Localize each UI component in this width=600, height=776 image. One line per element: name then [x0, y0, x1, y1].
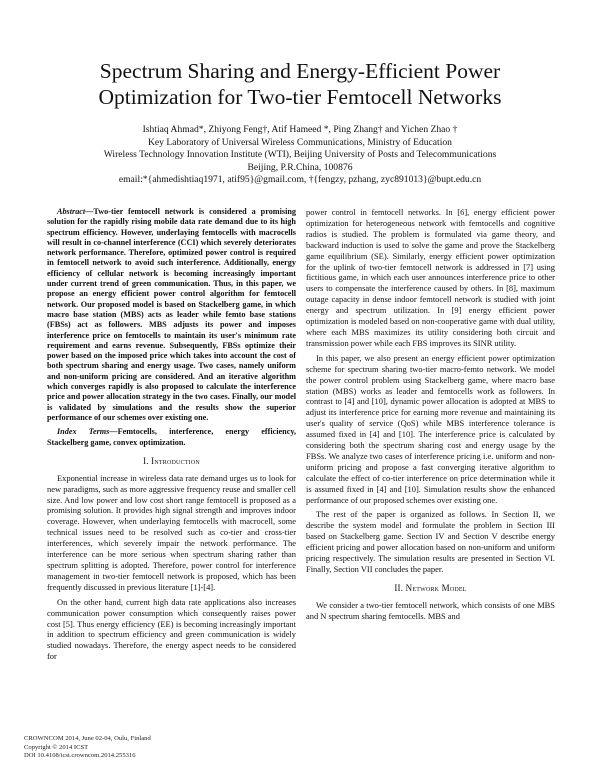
intro-paragraph-3: power control in femtocell networks. In [6], energy efficient power optimization for heterogeneous network with femtocells and cognitive radios is studied. The problem is formulated via game theory, and backward induction is used to solve the game and prove the Stackelberg game equilibrium (SE). Similarly, energy efficient power optimization for the uplink of two-tier femtocell network is addressed in [7] using fictitious game, in which each user announces interference price to other users to compensate the interference caused by others. In [8], maximum outage capacity in dense indoor femtocell network is studied with joint energy and spectrum utilization. In [9] energy efficient power optimization is modeled based on non-cooperative game with dual utility, where each MBS maximizes its utility considering both circuit and transmission power while each FBS improves its SINR utility. — [306, 207, 555, 348]
title-line-1: Spectrum Sharing and Energy-Efficient Power — [99, 59, 501, 83]
left-column — [47, 207, 296, 662]
authors-line: Ishtiaq Ahmad*, Zhiyong Feng†, Atif Hameed *, Ping Zhang† and Yichen Zhao † — [142, 124, 458, 135]
section-heading-network-model: II. Network Model — [394, 582, 467, 593]
intro-paragraph-1: Exponential increase in wireless data rate demand urges us to look for new paradigms, such as more aggressive frequency reuse and smaller cell size. And low power and low cost short range femtocell is proposed as a promising solution. It provides high signal strength and improves indoor coverage. However, when underlaying femtocells with macrocell, some technical issues need to be resolved such as co-tier and cross-tier interferences, which severely impair the network performance. The interference can be more serious when spectrum sharing rather than spectrum splitting is adopted. Therefore, power control for interference management in two-tier femtocell network is proposed, which has been frequently discussed in previous literature [1]-[4]. — [47, 472, 296, 592]
index-terms — [47, 427, 296, 448]
affiliation-line-1: Key Laboratory of Universal Wireless Communications, Ministry of Education — [148, 136, 452, 148]
paper-title — [40, 58, 560, 110]
right-column — [306, 207, 555, 622]
section-heading-introduction: I. Introduction — [143, 455, 200, 466]
footer-conference: CROWNCOM 2014, June 02-04, Oulu, Finland — [24, 735, 151, 742]
title-line-2: Optimization for Two-tier Femtocell Networks — [98, 85, 502, 109]
abstract-label: Abstract— — [57, 207, 94, 216]
footer-doi: DOI 10.4108/icst.crowncom.2014.255316 — [24, 752, 136, 760]
intro-paragraph-2: On the other hand, current high data rate applications also increases communication power consumption which consequently raises power cost [5]. Thus energy efficiency (EE) is becoming increasingly important in addition to spectrum efficiency and green communication is widely studied nowadays. Therefore, the energy aspect needs to be considered for — [47, 596, 296, 662]
affiliation-line-2: Wireless Technology Innovation Institute (WTI), Beijing University of Posts and Telecommunications — [103, 149, 497, 161]
footer-copyright: Copyright © 2014 ICST — [24, 743, 89, 751]
intro-paragraph-5: The rest of the paper is organized as follows. In Section II, we describe the system model and formulate the problem in Section III based on Stackelberg game. Section IV and Section V describe energy efficient pricing and power allocation based on non-uniform and uniform pricing respectively. The simulation results are presented in Section VI. Finally, Section VII concludes the paper. — [306, 509, 555, 574]
email-line: email:*{ahmedishtiaq1971, atif95}@gmail.com, †{fengzy, pzhang, zyc891013}@bupt.edu.cn — [118, 174, 482, 186]
author-block — [40, 124, 560, 187]
abstract — [47, 207, 296, 423]
index-terms-label: Index Terms— — [57, 427, 118, 437]
copyright-footer — [24, 735, 264, 761]
index-terms-text: Femtocells, interference, energy efficiency, Stackelberg game, convex optimization. — [47, 427, 297, 447]
affiliation-line-3: Beijing, P.R.China, 100876 — [247, 161, 353, 173]
abstract-text: Two-tier femtocell network is considered a promising solution for the rapidly rising mobile data rate demand due to its high spectrum efficiency. However, underlaying femtocells with macrocells will result in co-channel interference (CCI) which severely deteriorates network performance. Therefore, optimized power control is required in femtocell network to avoid such interference. Additionally, energy efficiency of cellular network is becoming increasingly important under current trend of green communication. Thus, in this paper, we propose an energy efficient power control algorithm for femtocell network. Our proposed model is based on Stackelberg game, in which macro base station (MBS) acts as leader while femto base stations (FBSs) act as followers. MBS adjusts its power and imposes interference price on femtocells to maintain its user's minimum rate requirement and earns revenue. Subsequently, FBSs optimize their power based on the imposed price which takes into account the cost of both spectrum sharing and energy usage. Two cases, namely uniform and non-uniform pricing are considered. And an iterative algorithm which converges rapidly is also proposed to calculate the interference price and power allocation strategy in the two cases. Finally, our model is validated by simulations and the results show the superior performance of our schemes over existing one. — [47, 207, 296, 422]
intro-paragraph-4: In this paper, we also present an energy efficient power optimization scheme for spectrum sharing two-tier macro-femto network. We model the power control problem using Stackelberg game, where macro base station (MBS) works as leader and femtocells work as followers. In contrast to [4] and [10], dynamic power allocation is adopted at MBS to adjust its interference price for earning more revenue and maintaining its user's quality of service (QoS) while MBS interference tolerance is assumed fixed in [4] and [10]. The interference price is calculated by considering both the spectrum sharing cost and energy usage by the FBSs. We analyze two cases of interference pricing i.e. uniform and non-uniform pricing and propose a fast converging iterative algorithm to calculate the effect of co-tier interference on price determination while it is assumed fixed in [4] and [10]. Simulation results show the enhanced performance of our proposed schemes over existing one. — [306, 352, 555, 505]
network-model-paragraph-1: We consider a two-tier femtocell network, which consists of one MBS and N spectrum sharing femtocells. MBS and — [306, 599, 555, 621]
